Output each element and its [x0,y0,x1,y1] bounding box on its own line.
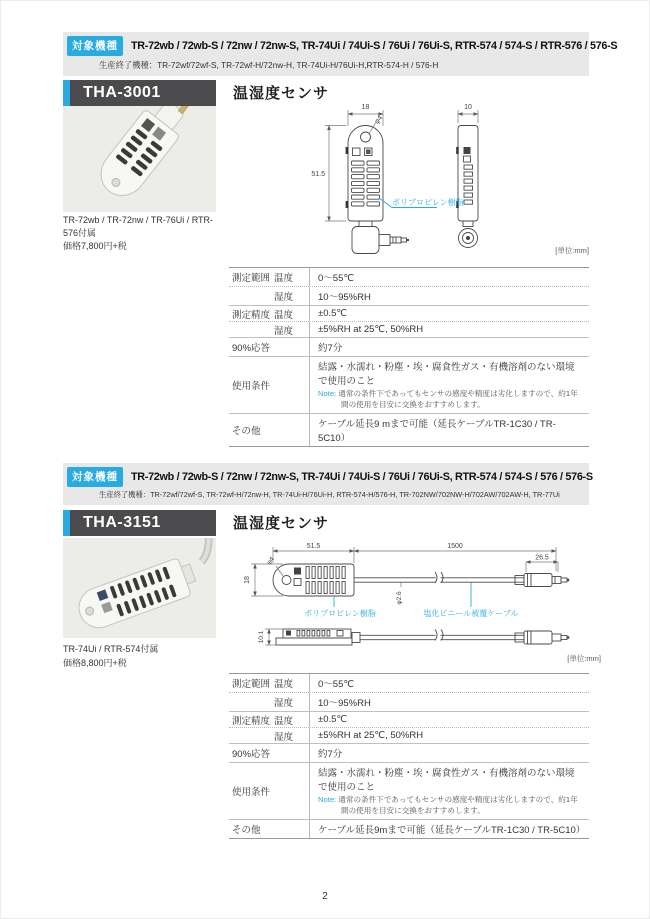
table-row [229,674,589,692]
target-models-band-2 [63,463,593,505]
discontinued-models: 生産終了機種：TR-72wf/72wf-S, TR-72wf-H/72nw-H, TR-74Ui-H/76Ui-H, RTR-574-H/576-H, TR-702NW/702NW-H/702AW/702AW-H, TR-77Ui [99,489,560,499]
dim-hole-diameter: φ4 [373,114,385,126]
spec-value: 結露・水濡れ・粉塵・埃・腐食性ガス・有機溶剤のない環境で使用のこと Note: 通常の条件下であってもセンサの感度や精度は劣化しますので、約1年間の使用を目安に交換をおすすめします。 [309,357,589,413]
target-models-badge: 対象機種 [67,36,123,56]
product-code-header-2: THA-3151 [63,510,216,536]
dim-side-height: 10.1 [258,630,265,644]
tha3001-dimension-drawing [241,97,591,259]
usage-note: Note: 通常の条件下であってもセンサの感度や精度は劣化しますので、約1年間の使用を目安に交換をおすすめします。 [318,795,578,816]
table-row [229,762,589,819]
bundled-models: TR-74Ui / RTR-574付属 [63,644,159,654]
spec-table-tha3001 [229,267,589,447]
spec-sublabel: 湿度 [274,292,294,303]
table-row [229,413,589,446]
spec-label: その他 [232,824,261,836]
dim-side-width: 10 [464,104,472,111]
price-2: 価格8,800円+税 [63,657,127,668]
dim-cable-length: 1500 [447,543,463,550]
spec-label: 測定精度 [232,715,271,727]
discontinued-models: 生産終了機種：TR-72wf/72wf-S, TR-72wf-H/72nw-H, TR-74Ui-H/76Ui-H,RTR-574-H / 576-H [99,59,439,70]
table-row [229,305,589,321]
units-note-2: [単位:mm] [567,654,601,663]
spec-label: 90%応答 [232,749,271,760]
sensor-type-title-2: 温湿度センサ [233,515,330,532]
table-row [229,321,589,337]
spec-value: ±0.5℃ [309,306,589,321]
spec-value: ±5%RH at 25℃, 50%RH [309,728,589,743]
callout-vinyl-cable: 塩化ビニール被覆ケーブル [423,609,519,618]
photo-caption-2 [63,643,218,669]
spec-value: 10〜95%RH [309,693,589,711]
spec-label: 使用条件 [232,380,271,392]
spec-value: 約7分 [309,744,589,762]
dim-front-width: 18 [361,104,370,111]
dim-hole-diameter: φ4 [265,555,276,567]
price-1: 価格7,800円+税 [63,241,127,252]
table-row [229,692,589,711]
spec-value: ケーブル延長9mまで可能（延長ケーブルTR-1C30 / TR-5C10） [309,820,589,838]
product-photo-tha3151 [63,538,216,638]
spec-label: 測定範囲 [232,679,271,690]
page-number: 2 [322,891,328,902]
spec-value: 結露・水濡れ・粉塵・埃・腐食性ガス・有機溶剤のない環境で使用のこと Note: 通常の条件下であってもセンサの感度や精度は劣化しますので、約1年間の使用を目安に交換をおすすめします。 [309,763,589,819]
spec-value: 約7分 [309,338,589,356]
table-row [229,727,589,743]
product-code-header-1: THA-3001 [63,80,216,106]
bundled-models: TR-72wb / TR-72nw / TR-76Ui / RTR-576付属 [63,215,214,238]
spec-value: ±5%RH at 25℃, 50%RH [309,322,589,337]
table-row [229,268,589,286]
sensor-type-title-1: 温湿度センサ [233,85,330,102]
spec-table-tha3151 [229,673,589,839]
dim-body-height: 18 [244,576,251,584]
spec-label: 測定精度 [232,309,271,321]
usage-note: Note: 通常の条件下であってもセンサの感度や精度は劣化しますので、約1年間の使用を目安に交換をおすすめします。 [318,389,578,410]
spec-value: 10〜95%RH [309,287,589,305]
spec-sublabel: 湿度 [274,731,294,743]
model-list: TR-72wb / 72wb-S / 72nw / 72nw-S, TR-74Ui / 74Ui-S / 76Ui / 76Ui-S, RTR-574 / 574-S / 576 / 576-S [131,470,593,483]
callout-polypropylene: ポリプロピレン樹脂 [392,198,464,207]
table-row [229,711,589,727]
spec-label: 使用条件 [232,786,271,798]
photo-caption-1 [63,214,218,253]
spec-value: ケーブル延長9 mまで可能（延長ケーブルTR-1C30 / TR-5C10） [309,414,589,446]
spec-sublabel: 温度 [274,273,294,284]
table-row [229,337,589,356]
dim-cable-diameter: φ2.6 [396,591,403,605]
target-models-badge: 対象機種 [67,467,123,487]
spec-sublabel: 温度 [274,309,294,321]
spec-sublabel: 温度 [274,715,294,727]
callout-polypropylene: ポリプロピレン樹脂 [304,609,376,618]
product-photo-tha3001 [63,106,216,212]
table-row [229,743,589,762]
tha3151-dimension-drawing [239,541,613,666]
spec-label: 90%応答 [232,343,271,354]
spec-sublabel: 湿度 [274,325,294,337]
spec-sublabel: 温度 [274,679,294,690]
spec-label: その他 [232,425,261,437]
spec-value: 0〜55℃ [309,674,589,692]
spec-value: 0〜55℃ [309,268,589,286]
dim-body-length: 51.5 [306,543,321,550]
spec-label: 測定範囲 [232,273,271,284]
dim-plug-length: 26.5 [535,554,549,562]
spec-sublabel: 湿度 [274,698,294,709]
table-row [229,819,589,838]
units-note-1: [単位:mm] [555,246,589,255]
target-models-band-1 [63,32,618,76]
table-row [229,286,589,305]
model-list: TR-72wb / 72wb-S / 72nw / 72nw-S, TR-74Ui / 74Ui-S / 76Ui / 76Ui-S, RTR-574 / 574-S / RTR-576 / 576-S [131,39,618,52]
table-row [229,356,589,413]
dim-body-height: 51.5 [311,171,325,178]
spec-value: ±0.5℃ [309,712,589,727]
